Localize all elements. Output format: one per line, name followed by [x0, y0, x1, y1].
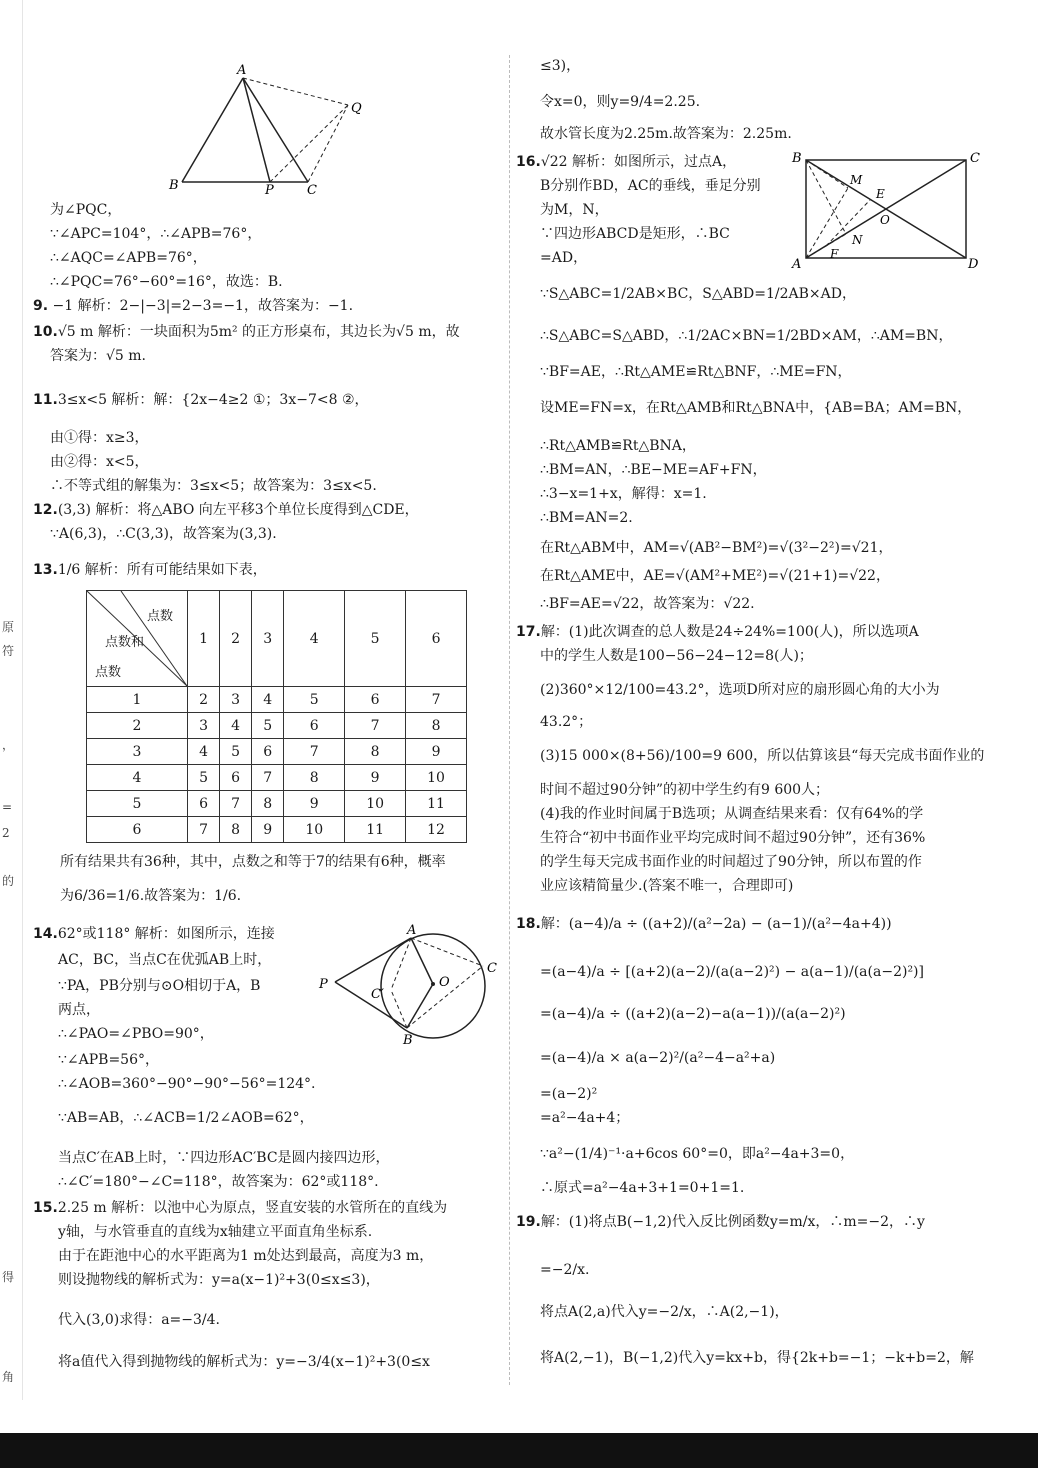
table-cell: 5	[188, 765, 220, 791]
answer-text: 3≤x<5 解析：解：{2x−4≥2 ①；3x−7<8 ②，	[57, 392, 369, 408]
table-cell: 7	[252, 765, 284, 791]
point-label: M	[850, 173, 863, 187]
point-label: N	[852, 233, 863, 247]
text-line: =(a−4)/a ÷ [(a+2)(a−2)/(a(a−2)²) − a(a−1)/(a(a−2)²)]	[540, 964, 924, 980]
table-header-cell: 1	[188, 591, 220, 687]
text-line: ∴3−x=1+x，解得：x=1.	[540, 486, 707, 502]
text-line: ∴BM=AN，∴BE−ME=AF+FN，	[540, 462, 767, 478]
left-edge-fragment: 2	[2, 826, 10, 840]
table-cell: 8	[220, 817, 252, 843]
point-label: E	[876, 187, 885, 201]
table-cell: 12	[406, 817, 467, 843]
table-cell: 6	[87, 817, 188, 843]
table-cell: 4	[188, 739, 220, 765]
text-line: ∴∠AOB=360°−90°−90°−56°=124°.	[58, 1076, 316, 1092]
fig-dashed-line	[806, 160, 846, 234]
table-header-cell: 3	[252, 591, 284, 687]
corner-label-top: 点数	[147, 609, 174, 624]
text-line: 为6/36=1/6.故答案为：1/6.	[60, 888, 242, 904]
text-line: =AD，	[540, 250, 588, 266]
point-label: A	[407, 923, 417, 938]
corner-label-bottom: 点数	[95, 665, 122, 680]
table-cell: 11	[406, 791, 467, 817]
table-row	[87, 791, 467, 817]
text-line: ∵∠APB=56°，	[58, 1052, 160, 1068]
text-line: =(a−4)/a ÷ ((a+2)(a−2)−a(a−1))/(a(a−2)²)	[540, 1006, 846, 1022]
text-line: 设ME=FN=x，在Rt△AMB和Rt△BNA中，{AB=BA；AM=BN，	[540, 400, 972, 416]
table-cell: 11	[345, 817, 406, 843]
text-line: 由②得：x<5，	[50, 454, 149, 470]
text-line: 业应该精简量少.(答案不唯一，合理即可)	[540, 878, 794, 894]
text-line: ∵A(6,3)，∴C(3,3)，故答案为(3,3).	[50, 526, 277, 542]
point-label: C	[307, 183, 317, 195]
answer-text: (3,3) 解析：将△ABO 向左平移3个单位长度得到△CDE，	[57, 502, 419, 518]
question-number: 16.	[516, 154, 541, 170]
text-line: 中的学生人数是100−56−24−12=8(人)；	[540, 648, 813, 664]
text-line: ∴S△ABC=S△ABD，∴1/2AC×BN=1/2BD×AM，∴AM=BN，	[540, 328, 953, 344]
left-edge-fragment: 角	[2, 1370, 15, 1384]
point-label: P	[319, 977, 328, 992]
answer-text: 62°或118° 解析：如图所示，连接	[57, 926, 275, 942]
question-number: 10.	[33, 324, 58, 340]
fig-dashed-line	[308, 105, 348, 182]
table-cell: 9	[284, 791, 345, 817]
table-header-cell: 4	[284, 591, 345, 687]
fig-line	[243, 78, 270, 182]
text-line: ∵四边形ABCD是矩形，∴BC	[540, 226, 730, 242]
table-cell: 8	[345, 739, 406, 765]
table-row	[87, 765, 467, 791]
text-line: 在Rt△AME中，AE=√(AM²+ME²)=√(21+1)=√22，	[540, 568, 890, 584]
table-header-cell: 2	[220, 591, 252, 687]
table-cell: 6	[220, 765, 252, 791]
text-line: ∴不等式组的解集为：3≤x<5；故答案为：3≤x<5.	[50, 478, 377, 494]
answer-text: 解：(1)此次调查的总人数是24÷24%=100(人)，所以选项A	[540, 624, 919, 640]
fig-dashed-line	[270, 105, 348, 182]
text-line: 故水管长度为2.25m.故答案为：2.25m.	[540, 126, 792, 142]
point-label: A	[237, 63, 247, 78]
table-header-cell: 6	[406, 591, 467, 687]
text-line: 令x=0，则y=9/4=2.25.	[540, 94, 701, 110]
text-line: 生符合“初中书面作业平均完成时间不超过90分钟”，还有36%	[540, 830, 926, 846]
table-cell: 2	[188, 687, 220, 713]
text-line: ∵a²−(1/4)⁻¹·a+6cos 60°=0，即a²−4a+3=0，	[540, 1146, 855, 1162]
question-number: 11.	[33, 392, 58, 408]
text-line: B分别作BD，AC的垂线，垂足分别	[540, 178, 761, 194]
text-line: ≤3)，	[540, 58, 581, 74]
text-line: 由于在距池中心的水平距离为1 m处达到最高，高度为3 m，	[58, 1248, 434, 1264]
text-line: 由①得：x≥3，	[50, 430, 149, 446]
question-number: 14.	[33, 926, 58, 942]
text-line: 当点C′在AB上时，∵四边形AC′BC是圆内接四边形，	[58, 1150, 390, 1166]
text-line: 将A(2,−1)，B(−1,2)代入y=kx+b，得{2k+b=−1；−k+b=2，解	[540, 1350, 974, 1366]
column-divider	[509, 55, 510, 1385]
left-edge-fragment: 得	[2, 1270, 15, 1284]
point-label: D	[968, 257, 979, 270]
table-cell: 8	[406, 713, 467, 739]
table-cell: 5	[252, 713, 284, 739]
answer-text: 解：(a−4)/a ÷ ((a+2)/(a²−2a) − (a−1)/(a²−4a+4))	[540, 916, 892, 932]
point-label: C	[970, 151, 980, 166]
table-row	[87, 739, 467, 765]
table-row	[87, 713, 467, 739]
answer-text: 解：(1)将点B(−1,2)代入反比例函数y=m/x，∴m=−2，∴y	[540, 1214, 925, 1230]
table-cell: 6	[252, 739, 284, 765]
answer-text: 1/6 解析：所有可能结果如下表，	[57, 562, 267, 578]
bottom-scan-edge	[0, 1433, 1038, 1468]
text-line: =a²−4a+4；	[540, 1110, 630, 1126]
table-cell: 10	[345, 791, 406, 817]
text-line: =(a−4)/a × a(a−2)²/(a²−4−a²+a)	[540, 1050, 776, 1066]
left-page-edge	[0, 0, 23, 1400]
point-label: C′	[371, 987, 384, 1002]
table-cell: 7	[345, 713, 406, 739]
point-label: P	[265, 183, 274, 195]
table-cell: 10	[406, 765, 467, 791]
text-line: 答案为：√5 m.	[50, 348, 147, 364]
left-edge-fragment: 原	[2, 620, 15, 634]
text-line: =(a−2)²	[540, 1086, 598, 1102]
circle-tangent-figure	[315, 920, 505, 1050]
text-line: (3)15 000×(8+56)/100=9 600，所以估算该县“每天完成书面作业的	[540, 748, 985, 764]
left-edge-fragment: ，	[2, 738, 15, 752]
fig-dashed-line	[806, 160, 848, 188]
table-row	[87, 817, 467, 843]
point-label: O	[880, 213, 890, 227]
table-cell: 5	[87, 791, 188, 817]
text-line: 43.2°；	[540, 714, 593, 730]
table-cell: 3	[188, 713, 220, 739]
text-line: ∴原式=a²−4a+3+1=0+1=1.	[540, 1180, 745, 1196]
question-number: 13.	[33, 562, 58, 578]
table-cell: 4	[87, 765, 188, 791]
table-cell: 6	[345, 687, 406, 713]
left-edge-fragment: 符	[2, 644, 15, 658]
point-label: C	[487, 961, 497, 976]
fig-dashed-line	[243, 78, 348, 105]
table-cell: 5	[284, 687, 345, 713]
table-cell: 4	[252, 687, 284, 713]
text-line: ∴BM=AN=2.	[540, 510, 633, 526]
text-line: ∵S△ABC=1/2AB×BC，S△ABD=1/2AB×AD，	[540, 286, 856, 302]
table-header-cell: 5	[345, 591, 406, 687]
text-line: AC，BC，当点C在优弧AB上时，	[58, 952, 272, 968]
answer-text: √5 m 解析：一块面积为5m² 的正方形桌布，其边长为√5 m，故	[57, 324, 460, 340]
text-line: 时间不超过90分钟”的初中学生约有9 600人；	[540, 782, 830, 798]
table-corner-cell	[87, 591, 188, 687]
table-cell: 6	[284, 713, 345, 739]
text-line: 所有结果共有36种，其中，点数之和等于7的结果有6种，概率	[60, 854, 446, 870]
question-number: 12.	[33, 502, 58, 518]
text-line: ∴∠C′=180°−∠C=118°，故答案为：62°或118°.	[58, 1174, 379, 1190]
table-cell: 1	[87, 687, 188, 713]
text-line: 为M，N，	[540, 202, 609, 218]
text-line: 将点A(2,a)代入y=−2/x，∴A(2,−1)，	[540, 1304, 789, 1320]
table-cell: 9	[345, 765, 406, 791]
text-line: (4)我的作业时间属于B选项；从调查结果来看：仅有64%的学	[540, 806, 924, 822]
text-line: =−2/x.	[540, 1262, 590, 1278]
left-edge-fragment: =	[2, 800, 13, 814]
text-line: ∵AB=AB，∴∠ACB=1/2∠AOB=62°，	[58, 1110, 314, 1126]
table-row	[87, 687, 467, 713]
answer-text: −1 解析：2−|−3|=2−3=−1，故答案为：−1.	[52, 298, 354, 314]
left-edge-fragment: 的	[2, 874, 15, 888]
text-line: 将a值代入得到抛物线的解析式为：y=−3/4(x−1)²+3(0≤x	[58, 1354, 430, 1370]
text-line: ∵PA，PB分别与⊙O相切于A，B	[58, 978, 261, 994]
table-cell: 2	[87, 713, 188, 739]
fig-line	[407, 984, 433, 1028]
point-label: B	[169, 178, 179, 193]
text-line: 在Rt△ABM中，AM=√(AB²−BM²)=√(3²−2²)=√21，	[540, 540, 893, 556]
question-number: 15.	[33, 1200, 58, 1216]
table-cell: 8	[252, 791, 284, 817]
table-cell: 3	[87, 739, 188, 765]
point-label: Q	[351, 101, 362, 116]
text-line: 则设抛物线的解析式为：y=a(x−1)²+3(0≤x≤3)，	[58, 1272, 380, 1288]
corner-label-mid: 点数和	[105, 635, 145, 650]
table-cell: 5	[220, 739, 252, 765]
point-label: F	[830, 247, 839, 261]
table-cell: 7	[220, 791, 252, 817]
question-number: 18.	[516, 916, 541, 932]
point-label: B	[403, 1033, 413, 1048]
table-cell: 8	[284, 765, 345, 791]
text-line: 代入(3,0)求得：a=−3/4.	[58, 1312, 220, 1328]
table-cell: 9	[406, 739, 467, 765]
table-cell: 7	[406, 687, 467, 713]
question-number: 9.	[33, 298, 49, 314]
text-line: ∴BF=AE=√22，故答案为：√22.	[540, 596, 755, 612]
triangle-figure	[165, 60, 375, 195]
point-label: O	[439, 975, 450, 990]
text-line: 两点，	[58, 1002, 100, 1018]
answer-text: √22 解析：如图所示，过点A，	[540, 154, 737, 170]
fig-line	[182, 78, 243, 182]
text-line: ∵∠APC=104°，∴∠APB=76°，	[50, 226, 262, 242]
point-label: A	[792, 257, 802, 270]
table-cell: 9	[252, 817, 284, 843]
dice-sum-table	[86, 590, 467, 843]
rectangle-figure	[788, 148, 988, 270]
text-line: ∴∠AQC=∠APB=76°，	[50, 250, 207, 266]
text-line: ∴∠PQC=76°−60°=16°，故选：B.	[50, 274, 283, 290]
fig-line	[411, 938, 433, 984]
table-cell: 3	[220, 687, 252, 713]
table-cell: 7	[188, 817, 220, 843]
text-line: ∵BF=AE，∴Rt△AME≌Rt△BNF，∴ME=FN，	[540, 364, 852, 380]
text-line: ∴Rt△AMB≌Rt△BNA，	[540, 438, 696, 454]
center-dot	[431, 982, 435, 986]
table-cell: 10	[284, 817, 345, 843]
fig-line	[243, 78, 308, 182]
answer-text: 2.25 m 解析：以池中心为原点，竖直安装的水管所在的直线为	[57, 1200, 448, 1216]
question-number: 19.	[516, 1214, 541, 1230]
text-line: 为∠PQC，	[50, 202, 122, 218]
text-line: 的学生每天完成书面作业的时间超过了90分钟，所以布置的作	[540, 854, 922, 870]
text-line: (2)360°×12/100=43.2°，选项D所对应的扇形圆心角的大小为	[540, 682, 940, 698]
table-cell: 6	[188, 791, 220, 817]
text-line: ∴∠PAO=∠PBO=90°，	[58, 1026, 214, 1042]
table-cell: 4	[220, 713, 252, 739]
table-cell: 7	[284, 739, 345, 765]
fig-line	[335, 938, 411, 982]
question-number: 17.	[516, 624, 541, 640]
text-line: y轴，与水管垂直的直线为x轴建立平面直角坐标系.	[58, 1224, 373, 1240]
point-label: B	[792, 151, 802, 166]
